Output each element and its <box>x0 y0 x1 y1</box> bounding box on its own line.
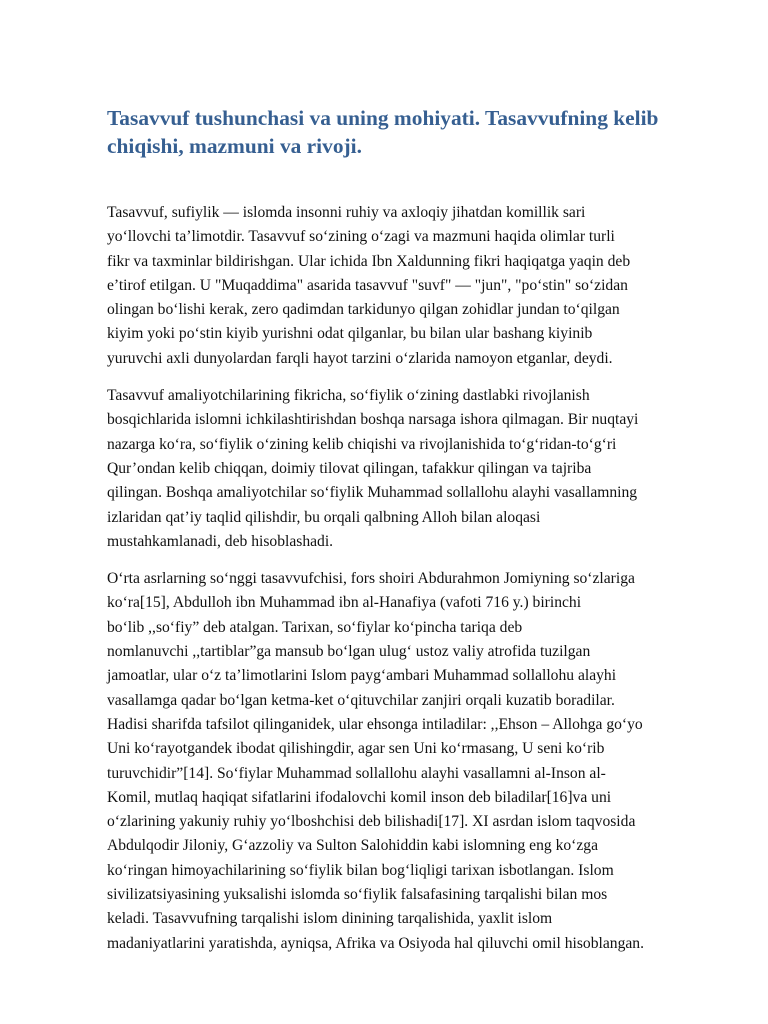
text-line: fikr va taxminlar bildirishgan. Ular ichida Ibn Xaldunning fikri haqiqatga yaqin deb <box>107 252 631 270</box>
title-line: Tasavvuf tushunchasi va uning mohiyati. Tasavvufning kelib <box>107 106 659 130</box>
text-line: Uni ko‘rayotgandek ibodat qilishingdir, agar sen Uni ko‘rmasang, U seni ko‘rib <box>107 740 605 758</box>
text-line: bosqichlarida islomni ichkilashtirishdan boshqa narsaga ishora qilmagan. Bir nuqtayi <box>107 411 639 429</box>
title-line: chiqishi, mazmuni va rivoji. <box>107 134 362 158</box>
text-line: ko‘ringan himoyachilarining so‘fiylik bilan bog‘liqligi tarixan isbotlangan. Islom <box>107 861 614 879</box>
text-line: olingan bo‘lishi kerak, zero qadimdan tarkidunyo qilgan zohidlar jundan to‘qilgan <box>107 301 620 319</box>
text-line: ko‘ra[15], Abdulloh ibn Muhammad ibn al-Hanafiya (vafoti 716 y.) birinchi <box>107 594 582 612</box>
document-title <box>107 104 707 160</box>
text-line: jamoatlar, ular o‘z ta’limotlarini Islom payg‘ambari Muhammad sollallohu alayhi <box>107 667 617 685</box>
text-line: Tasavvuf amaliyotchilarining fikricha, so‘fiylik o‘zining dastlabki rivojlanish <box>107 387 590 405</box>
text-line: nazarga ko‘ra, so‘fiylik o‘zining kelib chiqishi va rivojlanishida to‘g‘ridan-to‘g‘ri <box>107 435 617 453</box>
paragraph-2 <box>107 384 727 554</box>
text-line: Abdulqodir Jiloniy, G‘azzoliy va Sulton Salohiddin kabi islomning eng ko‘zga <box>107 837 598 855</box>
text-line: Komil, mutlaq haqiqat sifatlarini ifodalovchi komil inson deb biladilar[16]va uni <box>107 788 612 806</box>
text-line: yo‘llovchi ta’limotdir. Tasavvuf so‘zining o‘zagi va mazmuni haqida olimlar turli <box>107 228 615 246</box>
text-line: kiyim yoki po‘stin kiyib yurishni odat qilganlar, bu bilan ular bashang kiyinib <box>107 325 593 343</box>
text-line: o‘zlarining yakuniy ruhiy yo‘lboshchisi deb bilishadi[17]. XI asrdan islom taqvosida <box>107 813 636 831</box>
text-line: mustahkamlanadi, deb hisoblashadi. <box>107 532 334 550</box>
text-line: keladi. Tasavvufning tarqalishi islom dinining tarqalishida, yaxlit islom <box>107 910 553 928</box>
text-line: qilingan. Boshqa amaliyotchilar so‘fiylik Muhammad sollallohu alayhi vasallamning <box>107 484 638 502</box>
text-line: sivilizatsiyasining yuksalishi islomda so‘fiylik falsafasining tarqalishi bilan mos <box>107 886 608 904</box>
text-line: bo‘lib ,,so‘fiy” deb atalgan. Tarixan, so‘fiylar ko‘pincha tariqa deb <box>107 618 523 636</box>
text-line: vasallamga qadar bo‘lgan ketma-ket o‘qituvchilar zanjiri orqali kuzatib boradilar. <box>107 691 615 709</box>
paragraph-1 <box>107 201 727 371</box>
text-line: O‘rta asrlarning so‘nggi tasavvufchisi, fors shoiri Abdurahmon Jomiyning so‘zlariga <box>107 570 635 588</box>
text-line: izlaridan qat’iy taqlid qilishdir, bu orqali qalbning Alloh bilan aloqasi <box>107 508 541 526</box>
text-line: madaniyatlarini yaratishda, ayniqsa, Afrika va Osiyoda hal qiluvchi omil hisoblangan. <box>107 934 644 952</box>
text-line: yuruvchi axli dunyolardan farqli hayot tarzini o‘zlarida namoyon etganlar, deydi. <box>107 349 613 367</box>
text-line: Tasavvuf, sufiylik — islomda insonni ruhiy va axloqiy jihatdan komillik sari <box>107 204 586 221</box>
text-line: Hadisi sharifda tafsilot qilinganidek, ular ehsonga intiladilar: ,,Ehson – Allohga go‘yo <box>107 715 643 733</box>
text-line: turuvchidir”[14]. So‘fiylar Muhammad sollallohu alayhi vasallamni al-Inson al- <box>107 764 606 782</box>
text-line: e’tirof etilgan. U "Muqaddima" asarida tasavvuf "suvf" — "jun", "po‘stin" so‘zidan <box>107 276 628 294</box>
paragraph-3 <box>107 567 727 956</box>
text-line: Qur’ondan kelib chiqqan, doimiy tilovat qilingan, tafakkur qilingan va tajriba <box>107 459 592 477</box>
text-line: nomlanuvchi ,,tartiblar”ga mansub bo‘lgan ulug‘ ustoz valiy atrofida tuzilgan <box>107 643 591 661</box>
document-body <box>107 201 727 969</box>
